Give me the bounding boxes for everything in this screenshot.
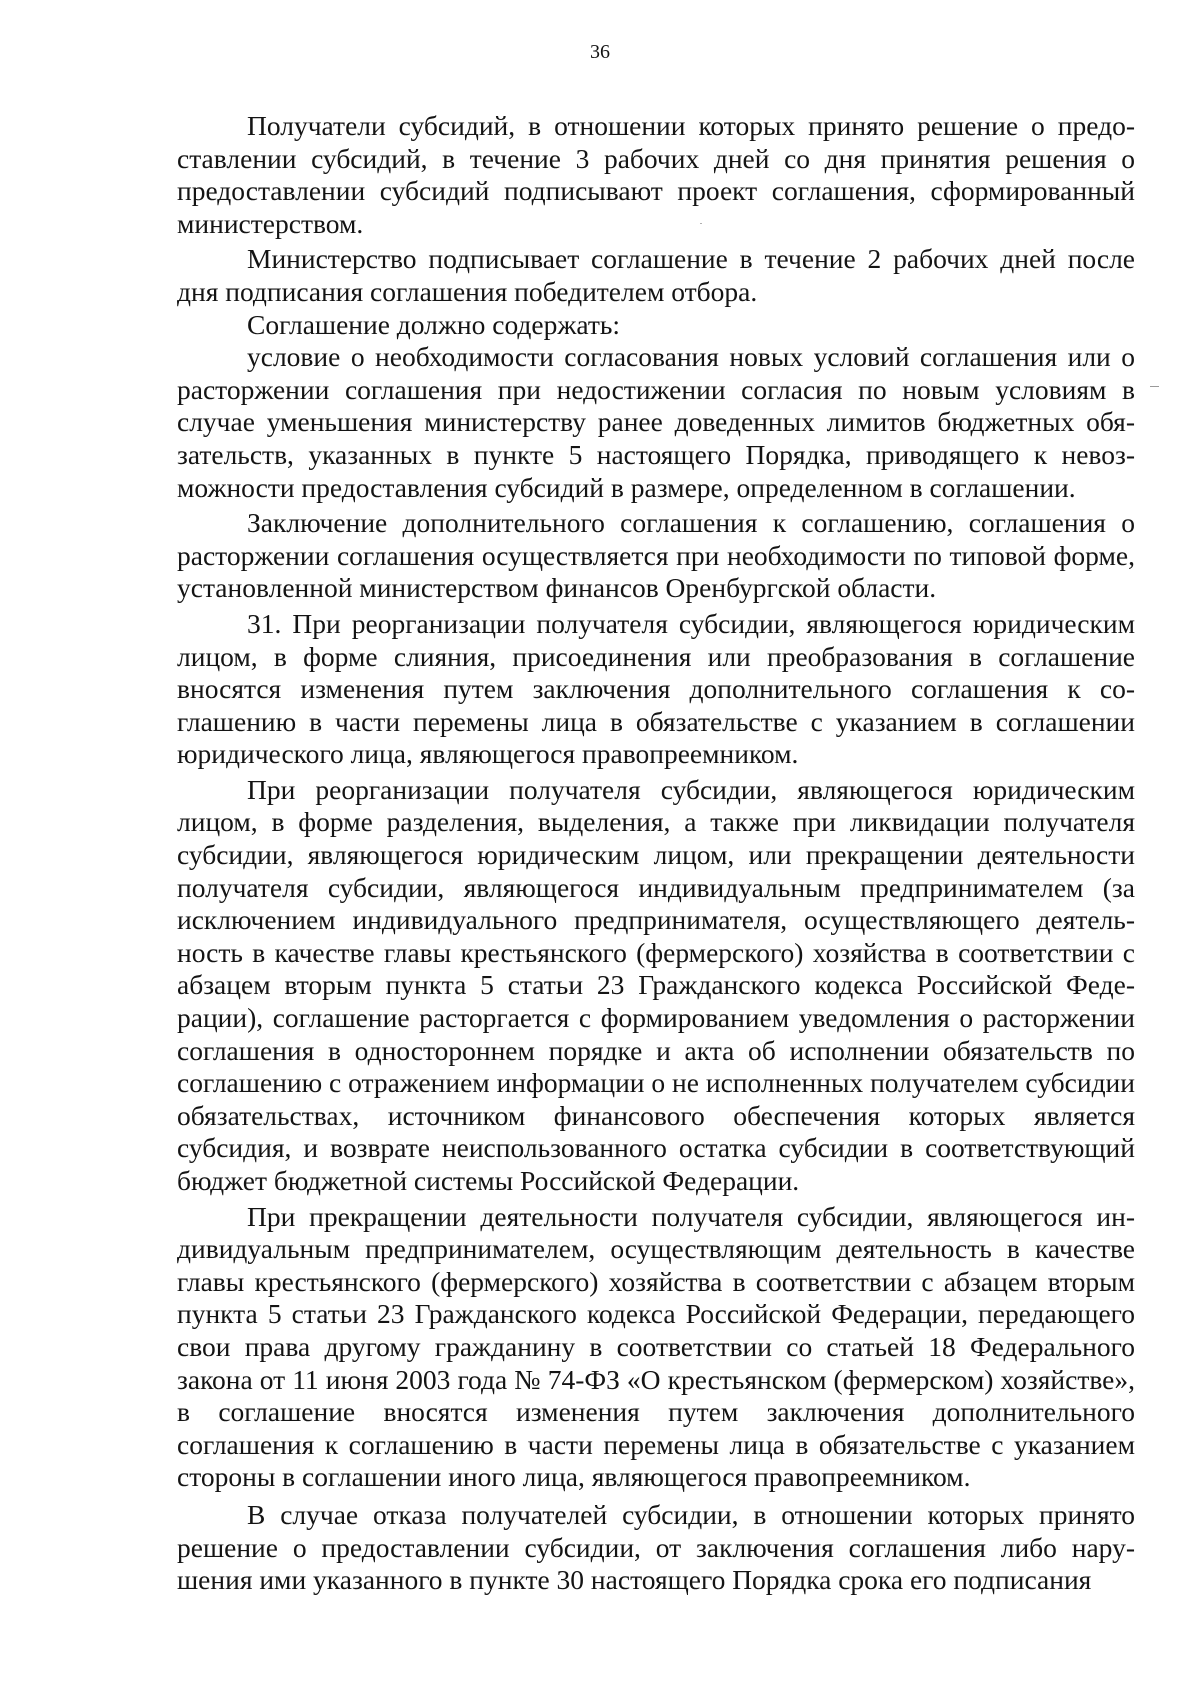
paragraph-31-reorganization-merger: 31. При реорганизации получателя субсидии, являющегося юридическим лицом, в форме слияния, присоединения или преобразования в соглашение вносятся изменения путем заключения дополнительного соглашения к соглашению в части перемены лица в обязательстве с указанием в соглашении юридического лица, являющегося правопреемником. xyxy=(177,607,1135,770)
paragraph-additional-agreement: Заключение дополнительного соглашения к соглашению, соглашения о расторжении соглашения осуществляется при необходимости по типовой форме, установленной министерством финансов Оренбургской области. xyxy=(177,507,1135,604)
paragraph-reorganization-division: При реорганизации получателя субсидии, являющегося юридическим лицом, в форме разделения, выделения, а также при ликвидации получателя субсидии, являющегося юридическим лицом, или прекращении деятельности получателя субсидии, являющегося индивидуальным предпринимателем (за исключением индивидуального предпринимателя, осуществляющего деятельность в качестве главы крестьянского (фермерского) хозяйства в соответствии с абзацем вторым пункта 5 статьи 23 Гражданского кодекса Российской Федерации), соглашение расторгается с формированием уведомления о расторжении соглашения в одностороннем порядке и акта об исполнении обязательств по соглашению с отражением информации о не исполненных получателем субсидии обязательствах, источником финансового обеспечения которых является субсидия, и возврате неиспользованного остатка субсидии в соответствующий бюджет бюджетной системы Российской Федерации. xyxy=(177,773,1135,1196)
scan-artifact-dot xyxy=(700,223,702,224)
document-body xyxy=(177,110,1135,1597)
paragraph-refusal-to-sign: В случае отказа получателей субсидии, в отношении которых принято решение о предоставлении субсидии, от заключения соглашения либо нарушения ими указанного в пункте 30 настоящего Порядка срока его подписания xyxy=(177,1498,1135,1596)
paragraph-farm-head-termination: При прекращении деятельности получателя субсидии, являющегося индивидуальным предпринимателем, осуществляющим деятельность в качестве главы крестьянского (фермерского) хозяйства в соответствии с абзацем вторым пункта 5 статьи 23 Гражданского кодекса Российской Федерации, передающего свои права другому гражданину в соответствии со статьей 18 Федерального закона от 11 июня 2003 года № 74-ФЗ «О крестьянском (фермерском) хозяйстве», в соглашение вносятся изменения путем заключения дополнительного соглашения к соглашению в части перемены лица в обязательстве с указанием стороны в соглашении иного лица, являющегося правопреемником. xyxy=(177,1200,1135,1493)
paragraph-ministry-signs: Министерство подписывает соглашение в течение 2 рабочих дней после дня подписания соглашения победителем отбора. xyxy=(177,243,1135,307)
paragraph-agreement-contents-intro: Соглашение должно содержать: xyxy=(247,308,621,340)
paragraph-condition-renegotiation: условие о необходимости согласования новых условий соглашения или о расторжении соглашения при недостижении согласия по новым условиям в случае уменьшения министерству ранее доведенных лимитов бюджетных обязательств, указанных в пункте 5 настоящего Порядка, приводящего к невозможности предоставления субсидий в размере, определенном в соглашении. xyxy=(177,341,1135,503)
page-number: 36 xyxy=(590,41,610,63)
paragraph-signing-recipients: Получатели субсидий, в отношении которых принято решение о предоставлении субсидий, в течение 3 рабочих дней со дня принятия решения о предоставлении субсидий подписывают проект соглашения, сформированный министерством. xyxy=(177,110,1135,239)
scan-artifact-mark xyxy=(1150,386,1159,387)
